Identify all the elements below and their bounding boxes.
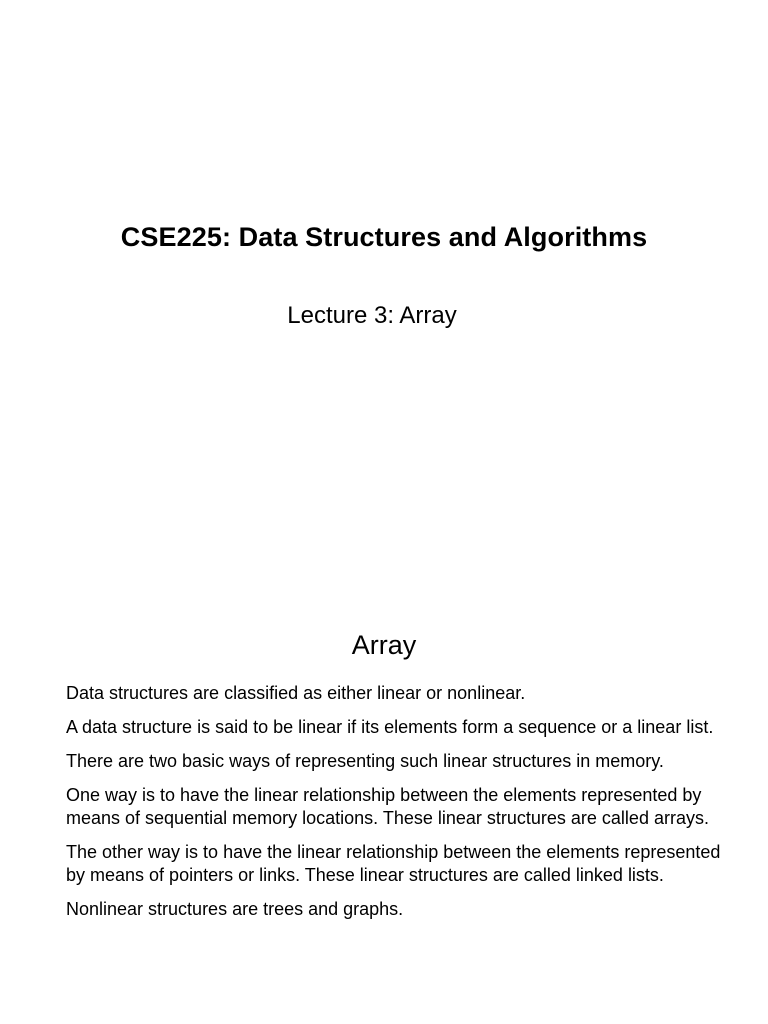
paragraph-linear-definition: A data structure is said to be linear if its elements form a sequence or a linear list. xyxy=(66,717,714,737)
lecture-subtitle xyxy=(0,302,744,330)
paragraph-linked-lists: The other way is to have the linear relationship between the elements represented by means of pointers or links. These linear structures are called linked lists. xyxy=(66,842,721,885)
paragraph-nonlinear: Nonlinear structures are trees and graphs. xyxy=(66,899,404,919)
paragraph-representation-ways: There are two basic ways of representing such linear structures in memory. xyxy=(66,751,664,771)
paragraph-linear-nonlinear: Data structures are classified as either linear or nonlinear. xyxy=(66,683,526,703)
paragraph-arrays: One way is to have the linear relationship between the elements represented by means of sequential memory locations. These linear structures are called arrays. xyxy=(66,785,709,828)
body-text xyxy=(66,682,736,932)
content-slide xyxy=(0,600,768,1024)
lecture-subtitle-text: Lecture 3: Array xyxy=(287,302,457,329)
section-title: Array xyxy=(351,630,417,660)
course-title: CSE225: Data Structures and Algorithms xyxy=(120,222,648,252)
